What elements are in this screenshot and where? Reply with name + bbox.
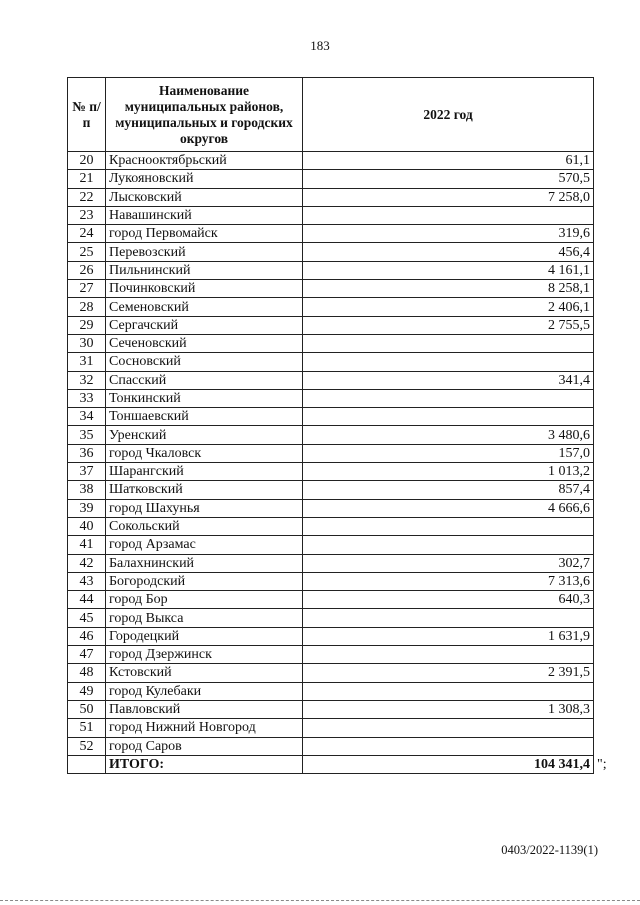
row-number: 50: [68, 700, 106, 718]
row-name: Уренский: [106, 426, 303, 444]
row-number: 30: [68, 334, 106, 352]
row-value: [303, 206, 594, 224]
table-row: [68, 426, 594, 444]
row-number: 32: [68, 371, 106, 389]
table-row: [68, 170, 594, 188]
row-value: [303, 536, 594, 554]
row-value: 640,3: [303, 591, 594, 609]
row-value: 7 258,0: [303, 188, 594, 206]
table-row: [68, 627, 594, 645]
row-number: 20: [68, 152, 106, 170]
row-value: [303, 719, 594, 737]
row-number: 34: [68, 408, 106, 426]
table-row: [68, 243, 594, 261]
table-row: [68, 389, 594, 407]
table-row: [68, 206, 594, 224]
total-row: [68, 755, 594, 773]
table-row: [68, 572, 594, 590]
row-value: 1 013,2: [303, 463, 594, 481]
row-value: 570,5: [303, 170, 594, 188]
row-name: Краснооктябрьский: [106, 152, 303, 170]
header-year: 2022 год: [303, 78, 594, 152]
row-name: Спасский: [106, 371, 303, 389]
row-value: [303, 389, 594, 407]
row-number: 43: [68, 572, 106, 590]
row-name: город Шахунья: [106, 499, 303, 517]
table-row: [68, 280, 594, 298]
table-row: [68, 609, 594, 627]
row-name: Сосновский: [106, 353, 303, 371]
row-number: 42: [68, 554, 106, 572]
row-number: 28: [68, 298, 106, 316]
row-name: Сокольский: [106, 517, 303, 535]
table-row: [68, 261, 594, 279]
row-value: 1 308,3: [303, 700, 594, 718]
allocation-table: [67, 77, 594, 774]
row-value: 4 161,1: [303, 261, 594, 279]
table-row: [68, 700, 594, 718]
row-number: 48: [68, 664, 106, 682]
table-row: [68, 188, 594, 206]
row-name: Сергачский: [106, 316, 303, 334]
row-value: 857,4: [303, 481, 594, 499]
row-name: Пильнинский: [106, 261, 303, 279]
row-number: 37: [68, 463, 106, 481]
row-number: 24: [68, 225, 106, 243]
row-number: 36: [68, 444, 106, 462]
table-row: [68, 591, 594, 609]
row-name: Починковский: [106, 280, 303, 298]
row-number: 33: [68, 389, 106, 407]
total-value: 104 341,4: [303, 755, 594, 773]
table-row: [68, 481, 594, 499]
row-value: 7 313,6: [303, 572, 594, 590]
table-row: [68, 682, 594, 700]
row-name: город Нижний Новгород: [106, 719, 303, 737]
row-value: [303, 334, 594, 352]
row-name: Кстовский: [106, 664, 303, 682]
row-number: 27: [68, 280, 106, 298]
row-number: 38: [68, 481, 106, 499]
row-name: Тонкинский: [106, 389, 303, 407]
row-number: 47: [68, 646, 106, 664]
row-name: Перевозский: [106, 243, 303, 261]
row-number: 25: [68, 243, 106, 261]
row-number: 45: [68, 609, 106, 627]
table-row: [68, 517, 594, 535]
row-name: Павловский: [106, 700, 303, 718]
table-row: [68, 554, 594, 572]
row-value: [303, 737, 594, 755]
row-value: [303, 609, 594, 627]
table-row: [68, 463, 594, 481]
row-name: город Бор: [106, 591, 303, 609]
row-number: 44: [68, 591, 106, 609]
row-name: Семеновский: [106, 298, 303, 316]
table-row: [68, 408, 594, 426]
row-name: Шарангский: [106, 463, 303, 481]
row-number: 22: [68, 188, 106, 206]
row-name: Навашинский: [106, 206, 303, 224]
header-name: Наименование муниципальных районов, муниципальных и городских округов: [106, 78, 303, 152]
row-name: город Кулебаки: [106, 682, 303, 700]
row-number: 40: [68, 517, 106, 535]
row-value: 8 258,1: [303, 280, 594, 298]
row-value: 2 755,5: [303, 316, 594, 334]
page-bottom-rule: [0, 900, 640, 901]
table-body: [68, 152, 594, 756]
row-value: 3 480,6: [303, 426, 594, 444]
row-name: город Саров: [106, 737, 303, 755]
row-name: Лукояновский: [106, 170, 303, 188]
page-number: 183: [310, 38, 330, 53]
row-number: 39: [68, 499, 106, 517]
row-name: Тоншаевский: [106, 408, 303, 426]
row-name: город Чкаловск: [106, 444, 303, 462]
row-name: город Первомайск: [106, 225, 303, 243]
row-number: 52: [68, 737, 106, 755]
table-row: [68, 499, 594, 517]
row-number: 49: [68, 682, 106, 700]
row-value: 456,4: [303, 243, 594, 261]
row-number: 26: [68, 261, 106, 279]
row-value: 302,7: [303, 554, 594, 572]
table-row: [68, 444, 594, 462]
row-name: город Дзержинск: [106, 646, 303, 664]
row-value: 341,4: [303, 371, 594, 389]
row-value: 157,0: [303, 444, 594, 462]
row-name: Сеченовский: [106, 334, 303, 352]
table-row: [68, 353, 594, 371]
row-value: [303, 682, 594, 700]
row-value: 61,1: [303, 152, 594, 170]
table-row: [68, 152, 594, 170]
table-row: [68, 316, 594, 334]
row-name: Шатковский: [106, 481, 303, 499]
row-number: 21: [68, 170, 106, 188]
table-row: [68, 737, 594, 755]
row-name: Лысковский: [106, 188, 303, 206]
row-value: [303, 353, 594, 371]
row-value: [303, 408, 594, 426]
row-name: Балахнинский: [106, 554, 303, 572]
table-row: [68, 334, 594, 352]
table-row: [68, 371, 594, 389]
table-row: [68, 536, 594, 554]
row-number: 51: [68, 719, 106, 737]
table-row: [68, 664, 594, 682]
row-name: город Арзамас: [106, 536, 303, 554]
table-row: [68, 225, 594, 243]
table-row: [68, 719, 594, 737]
row-name: Городецкий: [106, 627, 303, 645]
row-value: 319,6: [303, 225, 594, 243]
row-value: 2 391,5: [303, 664, 594, 682]
total-label: ИТОГО:: [106, 755, 303, 773]
row-value: [303, 646, 594, 664]
row-number: 23: [68, 206, 106, 224]
row-number: 31: [68, 353, 106, 371]
header-number: № п/п: [68, 78, 106, 152]
row-name: Богородский: [106, 572, 303, 590]
row-value: 4 666,6: [303, 499, 594, 517]
table-row: [68, 646, 594, 664]
document-code: 0403/2022-1139(1): [501, 843, 598, 857]
table-header-row: [68, 78, 594, 152]
row-number: 35: [68, 426, 106, 444]
row-value: 2 406,1: [303, 298, 594, 316]
row-name: город Выкса: [106, 609, 303, 627]
total-number-cell: [68, 755, 106, 773]
row-number: 29: [68, 316, 106, 334]
row-value: 1 631,9: [303, 627, 594, 645]
row-number: 46: [68, 627, 106, 645]
row-value: [303, 517, 594, 535]
row-number: 41: [68, 536, 106, 554]
table-row: [68, 298, 594, 316]
closing-quote-mark: ";: [597, 757, 607, 772]
